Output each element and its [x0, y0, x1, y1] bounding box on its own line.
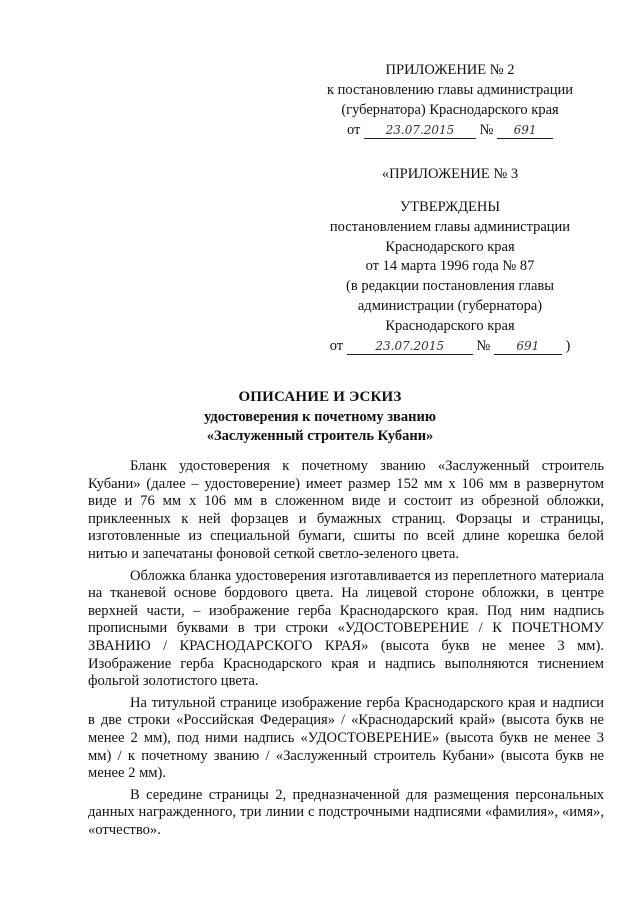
date-prefix: от	[346, 122, 361, 138]
appendix-title: ПРИЛОЖЕНИЕ № 2	[385, 62, 515, 78]
appendix-date-line	[300, 120, 600, 140]
number-handwritten: 691	[494, 339, 562, 355]
body-paragraph: На титульной странице изображение герба Краснодарского края и надписи в две строки «Российская Федерация» / «Краснодарский край» (высота букв не менее 2 мм), под ними надпись «УДОСТОВЕРЕНИЕ» (высота букв не менее 3 мм) / к почетному званию / «Заслуженный строитель Кубани» (высота букв не менее 2 мм).	[88, 694, 604, 782]
body-paragraph: Бланк удостоверения к почетному званию «Заслуженный строитель Кубани» (далее – удостоверение) имеет размер 152 мм х 106 мм в развернутом виде и 76 мм х 106 мм в сложенном виде и состоит из обрезной обложки, приклеенных к ней форзацев и бумажных страниц. Форзацы и страницы, изготовленные из специальной бумаги, сшиты по всей длине корешка белой нитью и запечатаны фоновой сеткой светло-зеленого цвета.	[88, 458, 604, 562]
approved-line: администрации (губернатора)	[357, 297, 543, 314]
appendix-line: (губернатора) Краснодарского края	[341, 102, 559, 118]
approved-date-line	[300, 337, 600, 357]
appendix-3-header	[300, 164, 600, 184]
body-paragraph: Обложка бланка удостоверения изготавливается из переплетного материала на тканевой основе бордового цвета. На лицевой стороне обложки, в центре верхней части, – изображение герба Краснодарского края. Под ним надпись прописными буквами в три строки «УДОСТОВЕРЕНИЕ / К ПОЧЕТНОМУ ЗВАНИЮ / КРАСНОДАРСКОГО КРАЯ» (высота букв не менее 3 мм). Изображение герба Краснодарского края и надпись выполняются тиснением фольгой золотистого цвета.	[88, 567, 604, 690]
number-handwritten: 691	[497, 123, 553, 139]
date-prefix: от	[329, 337, 344, 354]
approved-block	[300, 198, 600, 356]
body-paragraph: В середине страницы 2, предназначенной для размещения персональных данных награжденного, три линии с подстрочными надписями «фамилия», «имя», «отчество».	[88, 786, 604, 838]
document-title	[140, 388, 500, 447]
date-handwritten: 23.07.2015	[347, 339, 473, 355]
appendix-2-header	[300, 60, 600, 140]
title-line: «Заслуженный строитель Кубани»	[206, 428, 434, 444]
number-prefix: №	[476, 337, 491, 354]
approved-line: Краснодарского края	[385, 238, 515, 255]
date-handwritten: 23.07.2015	[364, 123, 476, 139]
title-line: удостоверения к почетному званию	[204, 408, 436, 425]
approved-line: постановлением главы администрации	[329, 218, 571, 235]
approved-line: Краснодарского края	[385, 317, 515, 334]
approved-title: УТВЕРЖДЕНЫ	[399, 199, 501, 215]
document-body	[88, 458, 604, 843]
number-prefix: №	[479, 122, 494, 138]
closing-paren: )	[565, 337, 571, 354]
approved-line: от 14 марта 1996 года № 87	[365, 258, 535, 275]
approved-line: (в редакции постановления главы	[346, 278, 554, 295]
appendix-3-title: «ПРИЛОЖЕНИЕ № 3	[381, 166, 519, 182]
appendix-line: к постановлению главы администрации	[326, 82, 574, 98]
title-line: ОПИСАНИЕ И ЭСКИЗ	[238, 389, 402, 405]
